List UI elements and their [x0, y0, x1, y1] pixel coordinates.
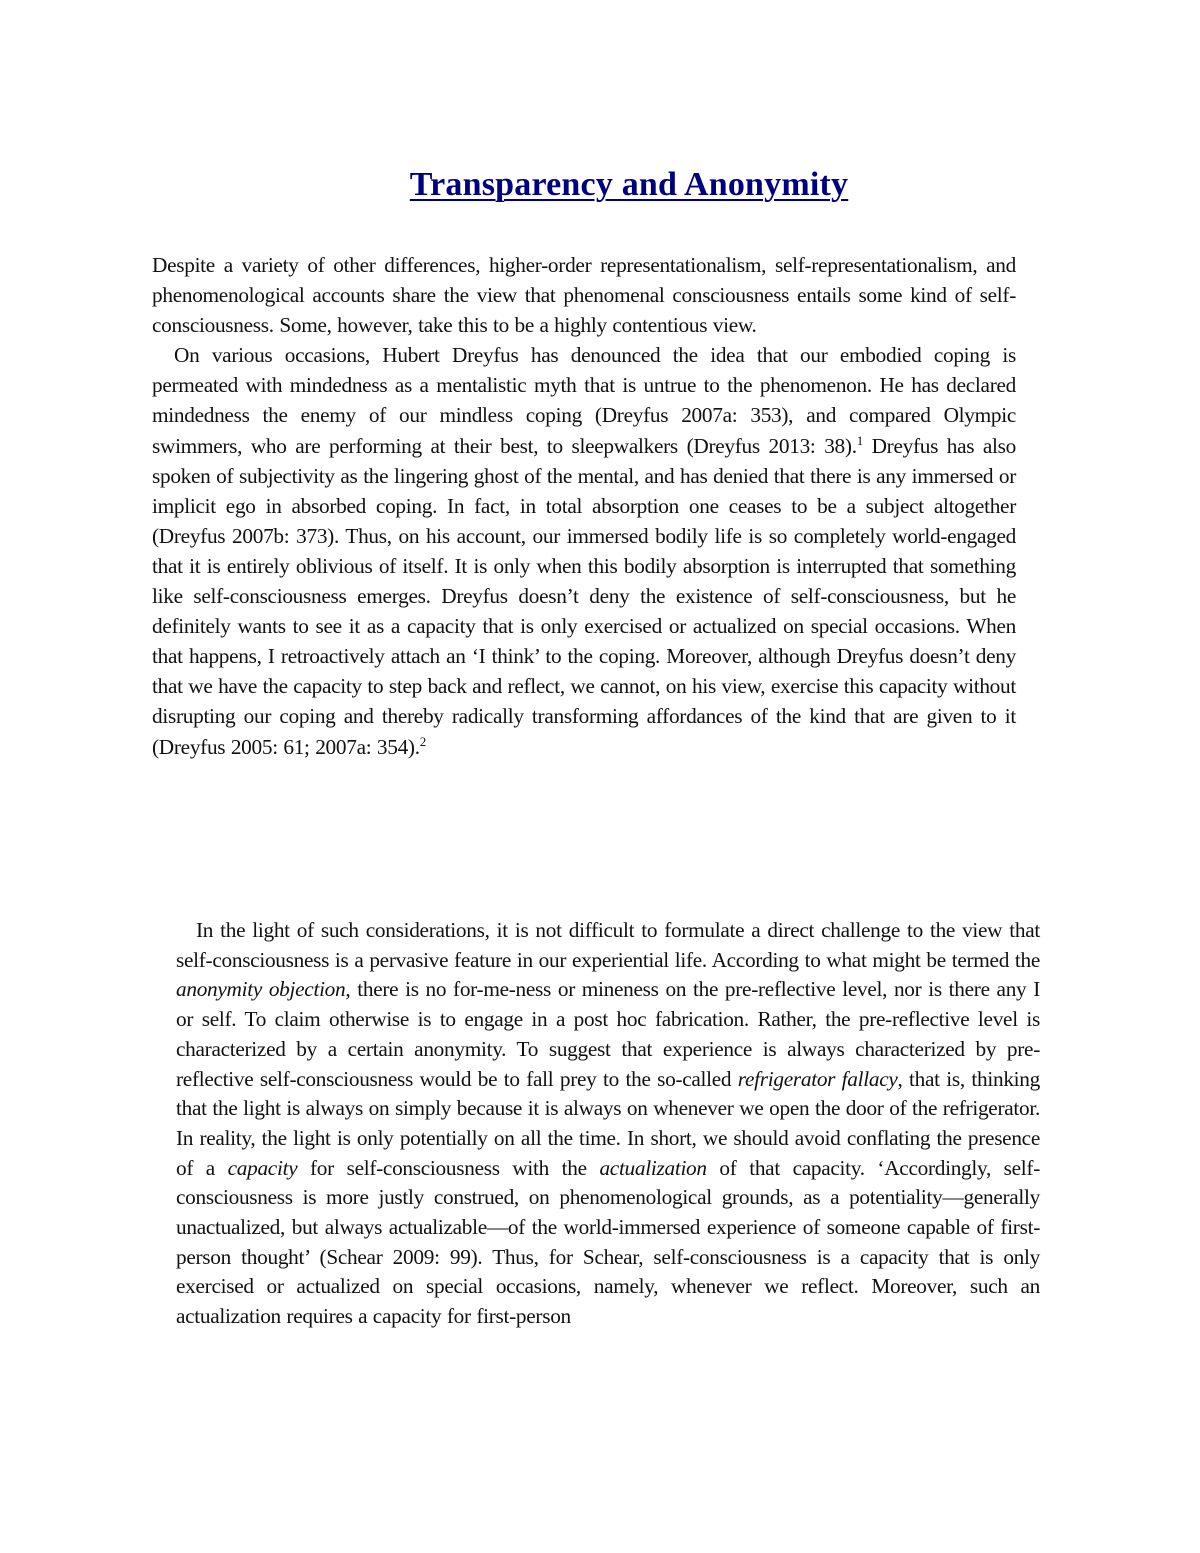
section-anonymity-objection	[176, 916, 1040, 1332]
paragraph-3	[176, 916, 1040, 1332]
footnote-ref-1[interactable]: 1	[856, 432, 863, 448]
term-actualization: actualization	[599, 1155, 707, 1180]
term-refrigerator-fallacy: refrigerator fallacy	[737, 1066, 898, 1091]
paragraph-3-seg-2: , there is no for-me-ness or mineness on the pre-reflective level, nor is there any I or self. To claim otherwise is to engage in a post hoc fabrication. Rather, the pre-reflective level is characterized by a certain anonymity. To suggest that experience is always characterized by pre-reflective self-consciousness would be to fall prey to the so-called	[176, 977, 1040, 1091]
footnote-ref-2[interactable]: 2	[419, 733, 426, 749]
paragraph-3-seg-1: In the light of such considerations, it is not difficult to formulate a direct challenge to the view that self-consciousness is a pervasive feature in our experiential life. According to what might be termed the	[176, 918, 1040, 972]
paragraph-3-seg-3: , that is, thinking that the light is always on simply because it is always on whenever we open the door of the refrigerator. In reality, the light is only potentially on all the time. In short, we should avoid conflating the presence of a	[176, 1066, 1040, 1180]
paragraph-3-seg-5: of that capacity. ‘Accordingly, self-consciousness is more justly construed, on phenomenological grounds, as a potentiality—generally unactualized, but always actualizable—of the world-immersed experience of someone capable of first-person thought’ (Schear 2009: 99). Thus, for Schear, self-consciousness is a capacity that is only exercised or actualized on special occasions, namely, whenever we reflect. Moreover, such an actualization requires a capacity for first-person	[176, 1155, 1041, 1329]
section-intro	[152, 250, 1016, 762]
term-anonymity-objection: anonymity objection	[176, 977, 346, 1002]
paragraph-2	[152, 340, 1016, 761]
paragraph-3-seg-4: for self-consciousness with the	[297, 1155, 600, 1180]
paragraph-2-text-a: On various occasions, Hubert Dreyfus has denounced the idea that our embodied coping is permeated with mindedness as a mentalistic myth that is untrue to the phenomenon. He has declared mindedness the enemy of our mindless coping (Dreyfus 2007a: 353), and compared Olympic swimmers, who are performing at their best, to sleepwalkers (Dreyfus 2013: 38).	[152, 343, 1016, 458]
page-title: Transparency and Anonymity	[409, 166, 849, 203]
term-capacity: capacity	[227, 1155, 298, 1180]
paragraph-2-text-b: Dreyfus has also spoken of subjectivity as the lingering ghost of the mental, and has denied that there is any immersed or implicit ego in absorbed coping. In fact, in total absorption one ceases to be a subject altogether (Dreyfus 2007b: 373). Thus, on his account, our immersed bodily life is so completely world-engaged that it is entirely oblivious of itself. It is only when this bodily absorption is interrupted that something like self-consciousness emerges. Dreyfus doesn’t deny the existence of self-consciousness, but he definitely wants to see it as a capacity that is only exercised or actualized on special occasions. When that happens, I retroactively attach an ‘I think’ to the coping. Moreover, although Dreyfus doesn’t deny that we have the capacity to step back and reflect, we cannot, on his view, exercise this capacity without disrupting our coping and thereby radically transforming affordances of the kind that are given to it (Dreyfus 2005: 61; 2007a: 354).	[152, 433, 1016, 759]
paragraph-1: Despite a variety of other differences, higher-order representationalism, self-representationalism, and phenomenological accounts share the view that phenomenal consciousness entails some kind of self-consciousness. Some, however, take this to be a highly contentious view.	[152, 253, 1016, 338]
